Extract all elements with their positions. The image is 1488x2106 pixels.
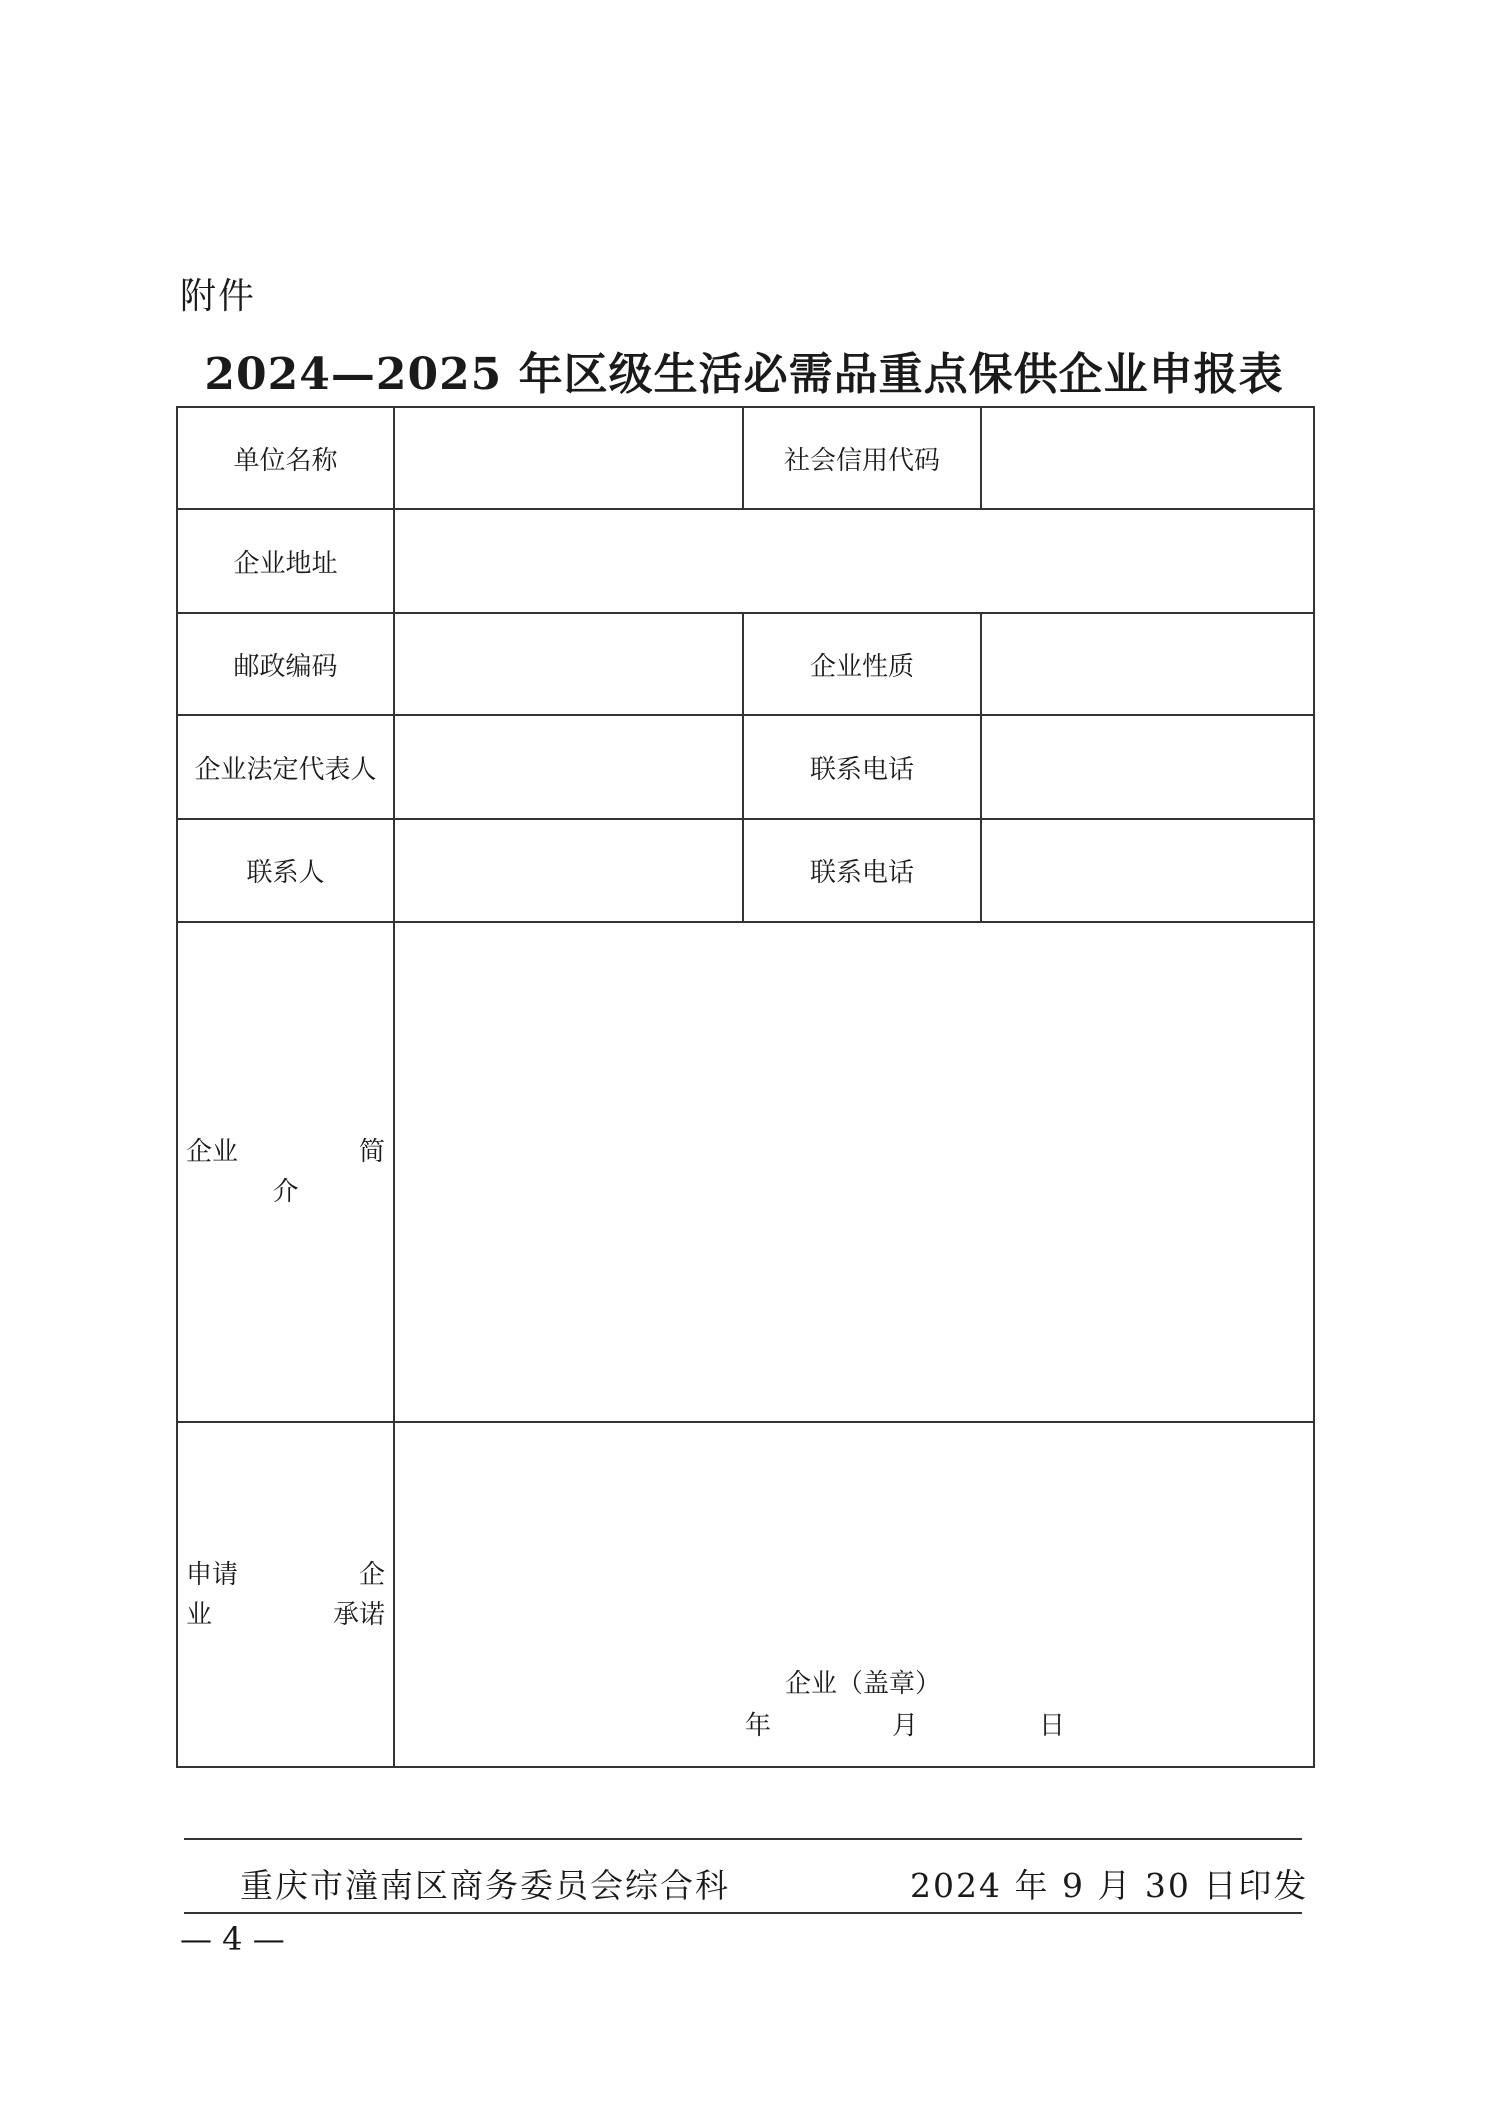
form-row-legal-rep	[177, 715, 1314, 819]
phone-field-2[interactable]	[981, 819, 1314, 922]
enterprise-nature-label: 企业性质	[743, 613, 981, 715]
page-number: — 4 —	[180, 1920, 285, 1958]
address-field[interactable]	[394, 509, 1314, 613]
postal-code-field[interactable]	[394, 613, 743, 715]
credit-code-label: 社会信用代码	[743, 407, 981, 509]
phone-label-2: 联系电话	[743, 819, 981, 922]
unit-name-label: 单位名称	[177, 407, 394, 509]
footer-top-rule	[184, 1838, 1302, 1840]
phone-field-1[interactable]	[981, 715, 1314, 819]
enterprise-nature-field[interactable]	[981, 613, 1314, 715]
form-row-intro	[177, 922, 1314, 1422]
contact-field[interactable]	[394, 819, 743, 922]
promise-label-part: 业	[186, 1599, 213, 1630]
attachment-label: 附件	[180, 276, 257, 317]
form-row-contact	[177, 819, 1314, 922]
form-row-address	[177, 509, 1314, 613]
intro-label	[177, 922, 394, 1422]
date-year: 年	[745, 1711, 772, 1741]
date-day: 日	[1038, 1711, 1065, 1741]
legal-rep-field[interactable]	[394, 715, 743, 819]
promise-label	[177, 1422, 394, 1767]
form-row-postal	[177, 613, 1314, 715]
postal-code-label: 邮政编码	[177, 613, 394, 715]
intro-label-part: 介	[272, 1177, 299, 1207]
application-form-table	[176, 406, 1315, 1768]
footer-issuer: 重庆市潼南区商务委员会综合科	[240, 1866, 730, 1905]
form-row-unit	[177, 407, 1314, 509]
seal-text: 企业（盖章）	[785, 1669, 942, 1699]
credit-code-field[interactable]	[981, 407, 1314, 509]
intro-label-part: 简	[358, 1137, 385, 1167]
promise-label-part: 企	[358, 1559, 385, 1590]
address-label: 企业地址	[177, 509, 394, 613]
footer-bottom-rule	[184, 1912, 1302, 1914]
contact-label: 联系人	[177, 819, 394, 922]
phone-label-1: 联系电话	[743, 715, 981, 819]
date-month: 月	[891, 1711, 918, 1741]
intro-field[interactable]	[394, 922, 1314, 1422]
intro-label-part: 企业	[186, 1137, 239, 1167]
promise-field[interactable]	[394, 1422, 1314, 1767]
form-row-promise	[177, 1422, 1314, 1767]
form-title: 2024—2025 年区级生活必需品重点保供企业申报表	[204, 349, 1284, 400]
footer-issue-date: 2024 年 9 月 30 日印发	[910, 1866, 1309, 1905]
date-row	[745, 1705, 1065, 1742]
legal-rep-label: 企业法定代表人	[177, 715, 394, 819]
promise-label-part: 承诺	[332, 1599, 385, 1630]
promise-label-part: 申请	[186, 1559, 239, 1590]
unit-name-field[interactable]	[394, 407, 743, 509]
